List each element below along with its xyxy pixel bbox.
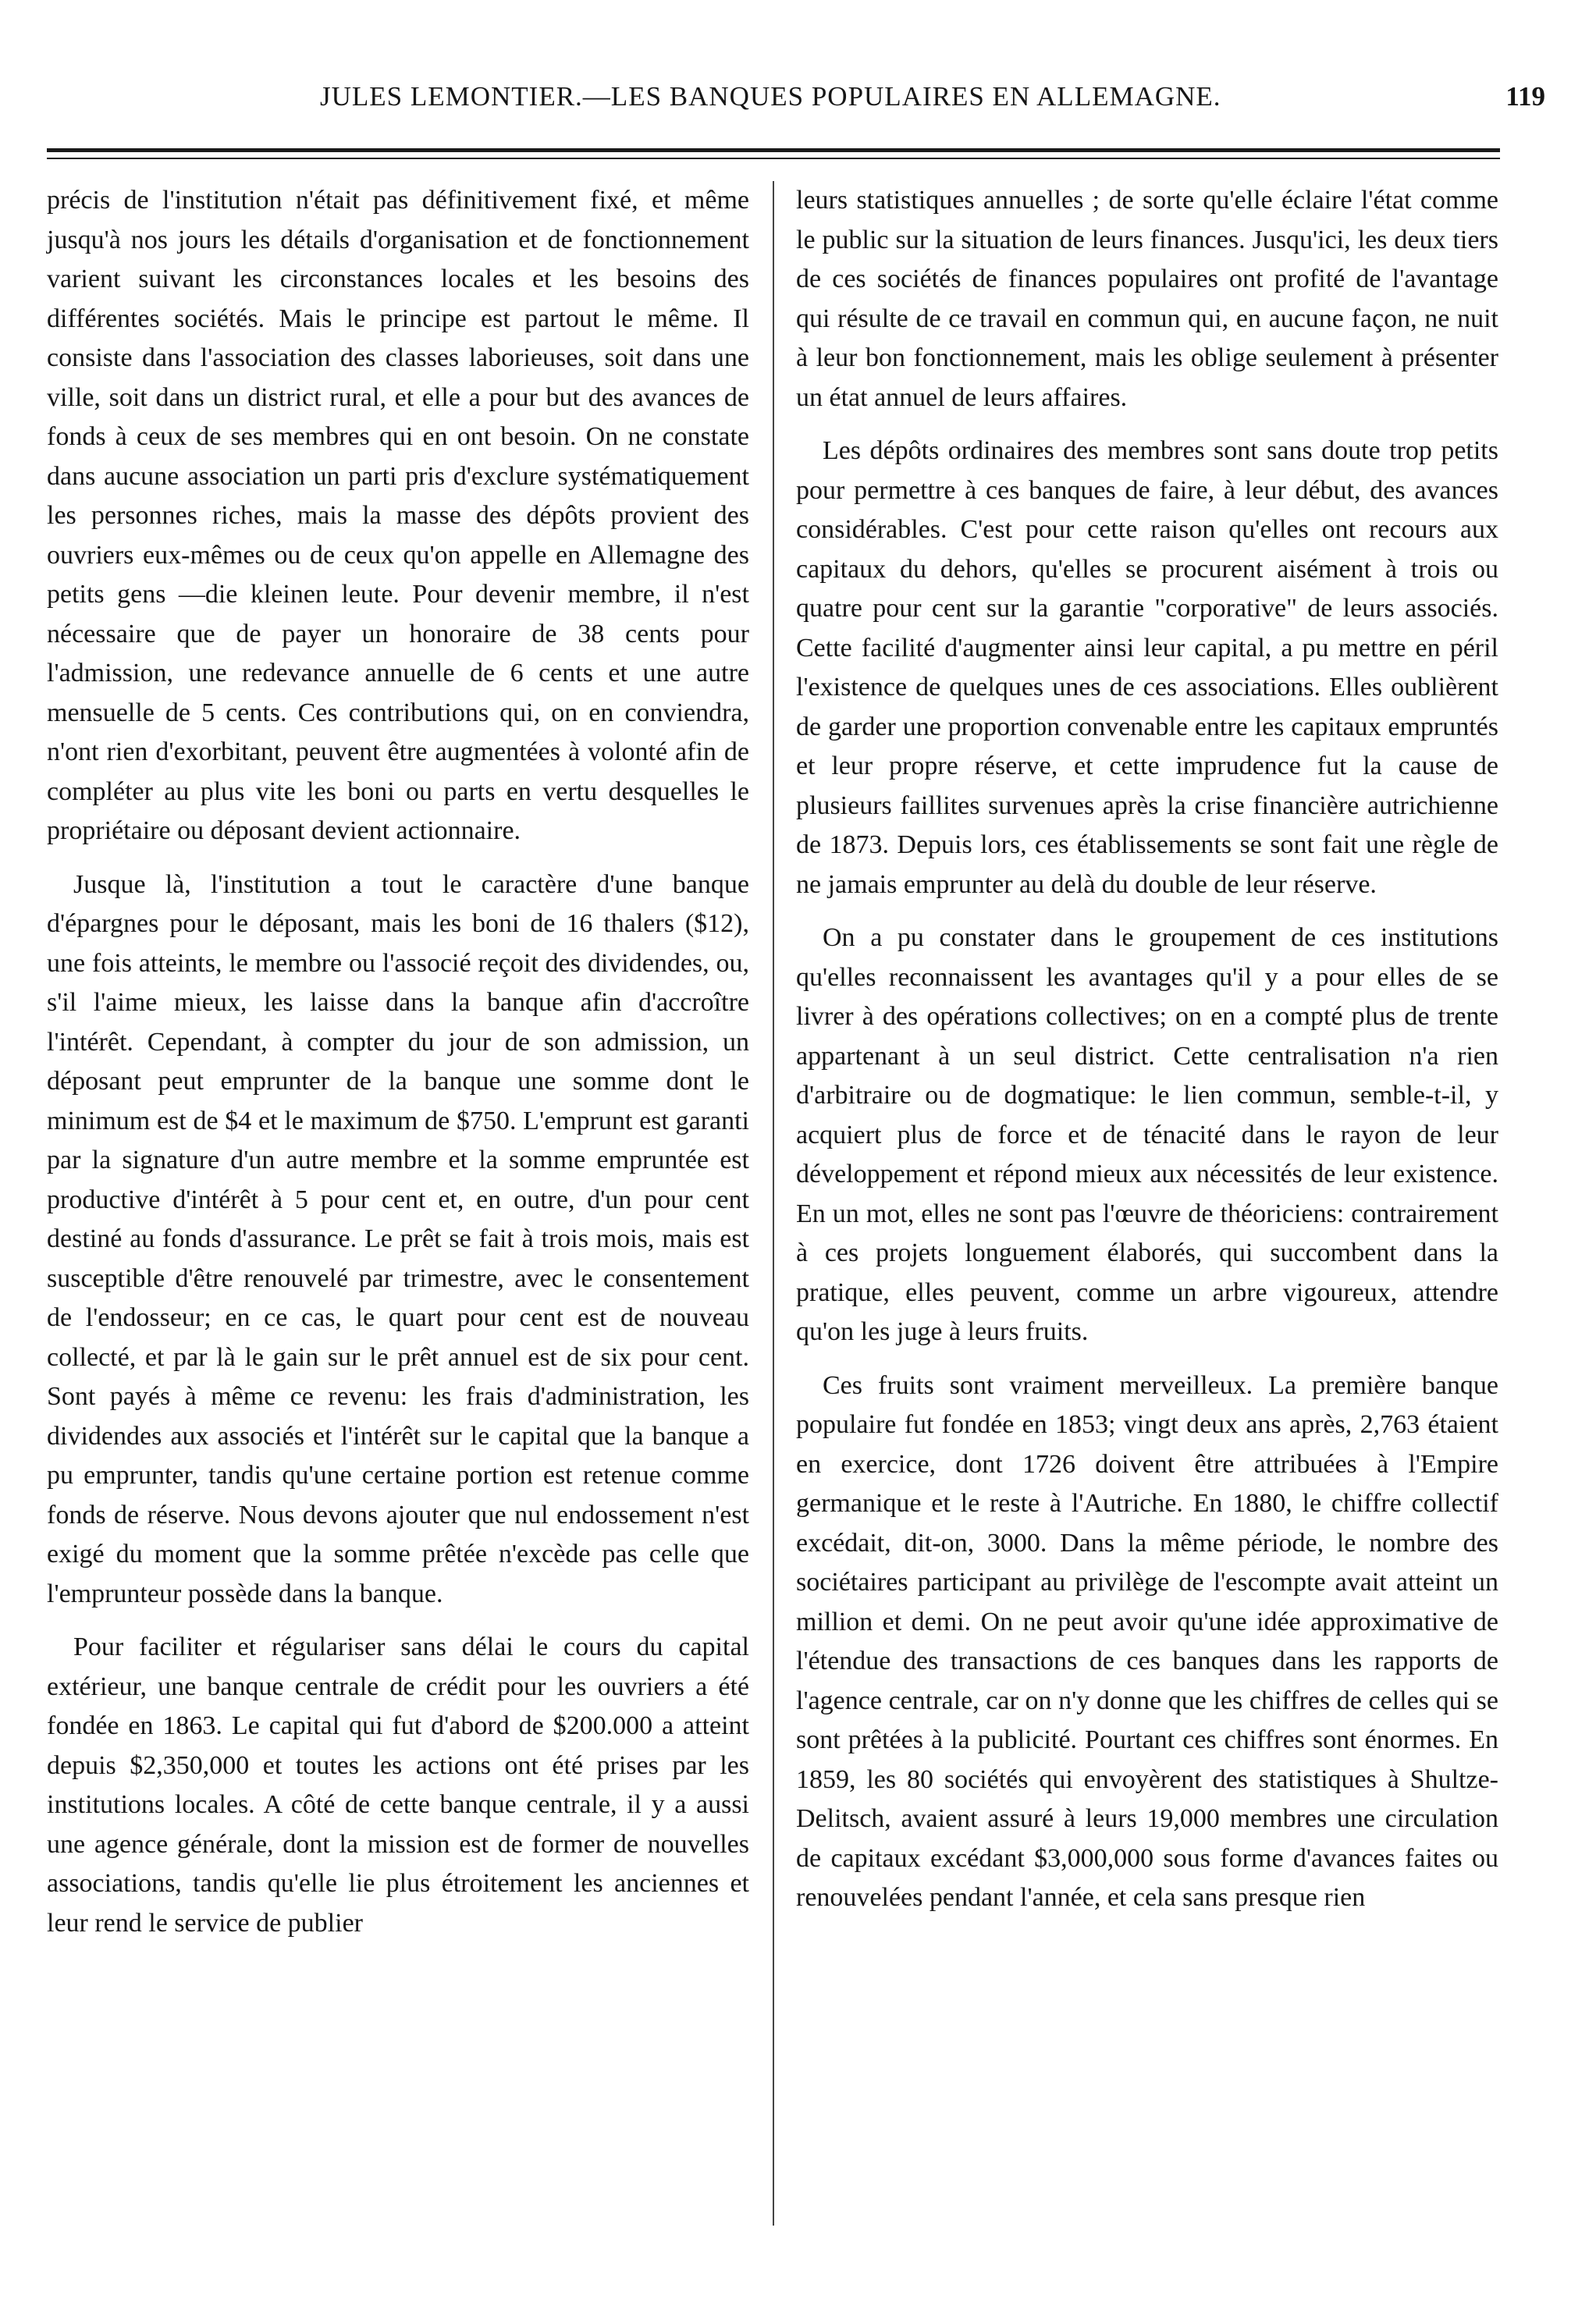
page-header [47,81,1553,128]
page-number: 119 [1505,81,1545,112]
paragraph: Jusque là, l'institution a tout le caractère d'une banque d'épargnes pour le déposant, mais les boni de 16 thalers ($12), une fois atteints, le membre ou l'associé reçoit des dividendes, ou, s'il l'aime mieux, les laisse dans la banque afin d'accroître l'intérêt. Cependant, à compter du jour de son admission, un déposant peut emprunter de la banque une somme dont le minimum est de $4 et le maximum de $750. L'emprunt est garanti par la signature d'un autre membre et la somme empruntée est productive d'intérêt à 5 pour cent et, en outre, d'un pour cent destiné au fonds d'assurance. Le prêt se fait à trois mois, mais est susceptible d'être renouvelé par trimestre, avec le consentement de l'endosseur; en ce cas, le quart pour cent est de nouveau collecté, et par là le gain sur le prêt annuel est de six pour cent. Sont payés à même ce revenu: les frais d'administration, les dividendes aux associés et l'intérêt sur le capital que la banque a pu emprunter, tandis qu'une certaine portion est retenue comme fonds de réserve. Nous devons ajouter que nul endossement n'est exigé du moment que la somme prêtée n'excède pas celle que l'emprunteur possède dans la banque. [47,869,749,1608]
header-rule-thin [47,158,1500,159]
left-column [47,181,749,1957]
paragraph: On a pu constater dans le groupement de ces institutions qu'elles reconnaissent les avantages qu'il y a pour elles de se livrer à des opérations collectives; on en a compté plus de trente appartenant à un seul district. Cette centralisation n'a rien d'arbitraire ou de dogmatique: le lien commun, semble-t-il, y acquiert plus de force et de ténacité dans le rayon de leur développement et répond mieux aux nécessités de leur existence. En un mot, elles ne sont pas l'œuvre de théoriciens: contrairement à ces projets longuement élaborés, qui succombent dans la pratique, elles peuvent, comme un arbre vigoureux, attendre qu'on les juge à leurs fruits. [796,923,1498,1346]
right-column [796,181,1498,1932]
running-title: JULES LEMONTIER.—LES BANQUES POPULAIRES EN ALLEMAGNE. [320,81,1221,112]
paragraph: leurs statistiques annuelles ; de sorte qu'elle éclaire l'état comme le public sur la situation de leurs finances. Jusqu'ici, les deux tiers de ces sociétés de finances populaires ont profité de l'avantage qui résulte de ce travail en commun qui, en aucune façon, ne nuit à leur bon fonctionnement, mais les oblige seulement à présenter un état annuel de leurs affaires. [796,186,1498,412]
paragraph: précis de l'institution n'était pas définitivement fixé, et même jusqu'à nos jours les détails d'organisation et de fonctionnement varient suivant les circonstances locales et les besoins des différentes sociétés. Mais le principe est partout le même. Il consiste dans l'association des classes laborieuses, soit dans une ville, soit dans un district rural, et elle a pour but des avances de fonds à ceux de ses membres qui en ont besoin. On ne constate dans aucune association un parti pris d'exclure systématiquement les personnes riches, mais la masse des dépôts provient des ouvriers eux-mêmes ou de ceux qu'on appelle en Allemagne des petits gens —die kleinen leute. Pour devenir membre, il n'est nécessaire que de payer un honoraire de 38 cents pour l'admission, une redevance annuelle de 6 cents et une autre mensuelle de 5 cents. Ces contributions qui, on en conviendra, n'ont rien d'exorbitant, peuvent être augmentées à volonté afin de compléter au plus vite les boni ou parts en vertu desquelles le propriétaire ou déposant devient actionnaire. [47,186,749,845]
column-divider [773,181,774,2226]
paragraph: Pour faciliter et régulariser sans délai le cours du capital extérieur, une banque centrale de crédit pour les ouvriers a été fondée en 1863. Le capital qui fut d'abord de $200.000 a atteint depuis $2,350,000 et toutes les actions ont été prises par les institutions locales. A côté de cette banque centrale, il y a aussi une agence générale, dont la mission est de former de nouvelles associations, tandis qu'elle lie plus étroitement les anciennes et leur rend le service de publier [47,1633,749,1938]
paragraph: Les dépôts ordinaires des membres sont sans doute trop petits pour permettre à ces banques de faire, à leur début, des avances considérables. C'est pour cette raison qu'elles ont recours aux capitaux du dehors, qu'elles se procurent aisément à trois ou quatre pour cent sur la garantie "corporative" de leurs associés. Cette facilité d'augmenter ainsi leur capital, a pu mettre en péril l'existence de quelques unes de ces associations. Elles oublièrent de garder une proportion convenable entre les capitaux empruntés et leur propre réserve, et cette imprudence fut la cause de plusieurs faillites survenues après la crise financière autrichienne de 1873. Depuis lors, ces établissements se sont fait une règle de ne jamais emprunter au delà du double de leur réserve. [796,436,1498,899]
header-rule [47,148,1500,152]
paragraph: Ces fruits sont vraiment merveilleux. La première banque populaire fut fondée en 1853; vingt deux ans après, 2,763 étaient en exercice, dont 1726 doivent être attribuées à l'Empire germanique et le reste à l'Autriche. En 1880, le chiffre collectif excédait, dit-on, 3000. Dans la même période, le nombre des sociétaires participant au privilège de l'escompte avait atteint un million et demi. On ne peut avoir qu'une idée approximative de l'étendue des transactions de ces banques dans les rapports de l'agence centrale, car on n'y donne que les chiffres de celles qui se sont prêtées à la publicité. Pourtant ces chiffres sont énormes. En 1859, les 80 sociétés qui envoyèrent des statistiques à Shultze-Delitsch, avaient assuré à leurs 19,000 membres une circulation de capitaux excédant $3,000,000 sous forme d'avances faites ou renouvelées pendant l'année, et cela sans presque rien [796,1370,1498,1912]
